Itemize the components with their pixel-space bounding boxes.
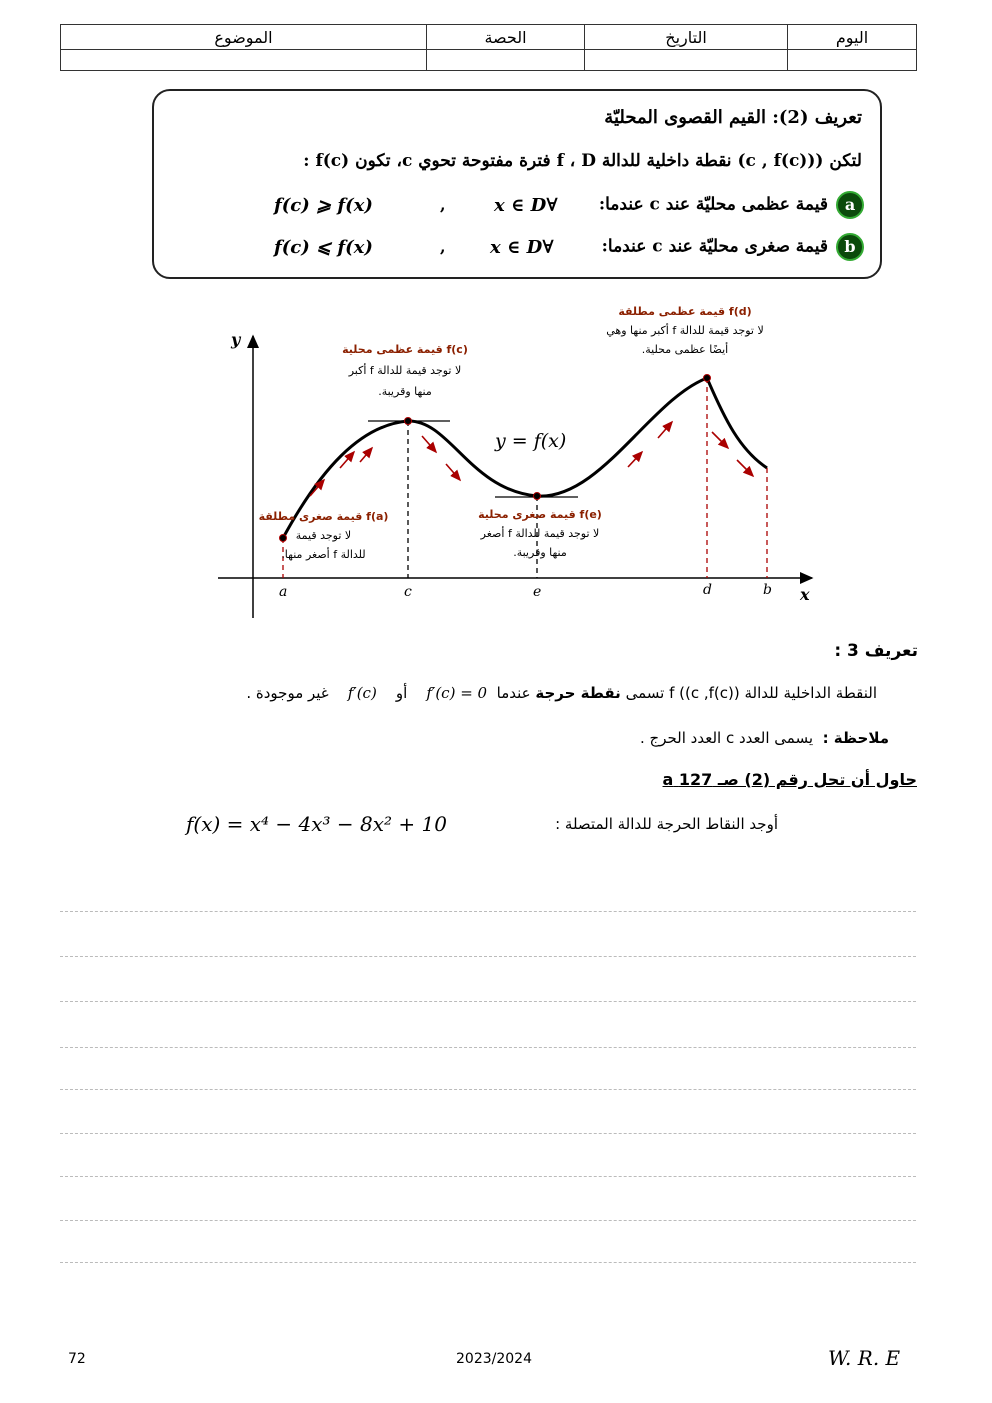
tick-b: b [763,582,772,598]
cond-a: ∀x ∈ D [494,195,558,216]
day-header: اليوم [788,25,917,50]
curve-label: y = f(x) [495,430,567,452]
exercise-title: حاول أن تحل رقم (2) صـ 127 a [662,770,917,789]
ineq-b: f(c) ⩽ f(x) [274,237,373,258]
answer-line[interactable] [60,1133,916,1134]
answer-line[interactable] [60,1176,916,1177]
answer-line[interactable] [60,1220,916,1221]
sep-a: , [440,195,446,214]
page-number: 72 [68,1351,86,1367]
definition-2-title: تعريف (2): القيم القصوى المحليّة [604,107,862,128]
answer-line[interactable] [60,1262,916,1263]
label-fd: f(d) قيمة عظمى مطلقة لا توجد قيمة للدالة f أكبر منها وهي أيضًا عظمى محلية. [606,305,764,356]
label-fa: f(a) قيمة صغرى مطلقة لا توجد قيمة للدالة f أصغر منها. [258,510,389,561]
session-header: الحصة [427,25,585,50]
definition-3-title: تعريف 3 : [834,641,918,661]
school-year: 2023/2024 [456,1351,532,1367]
badge-b: b [836,233,864,261]
tick-a: a [279,584,288,600]
answer-line[interactable] [60,1047,916,1048]
answer-line[interactable] [60,956,916,957]
date-header: التاريخ [585,25,788,50]
item-a: aقيمة عظمى محليّة عند c عندما: [599,191,864,219]
sep-b: , [440,237,446,256]
definition-3-text: النقطة الداخلية للدالة f ((c ,f(c)) تسمى نقطة حرجة عندما f′(c) = 0 أو f′(c) غير موجودة . [246,684,877,702]
item-b: bقيمة صغرى محليّة عند c عندما: [602,233,864,261]
badge-a: a [836,191,864,219]
tick-d: d [703,582,712,598]
answer-line[interactable] [60,911,916,912]
subject-header: الموضوع [61,25,427,50]
exercise-prompt: أوجد النقاط الحرجة للدالة المتصلة : [555,815,778,833]
cond-b: ∀x ∈ D [490,237,554,258]
x-axis-label: x [800,585,810,604]
tick-e: e [533,584,542,600]
answer-line[interactable] [60,1001,916,1002]
answer-line[interactable] [60,1089,916,1090]
note: ملاحظة : يسمى العدد c العدد الحرج . [640,729,889,747]
ineq-a: f(c) ⩾ f(x) [274,195,373,216]
y-axis-label: y [231,330,241,349]
definition-2-intro: لتكن ((c , f(c)) نقطة داخلية للدالة f ، D فترة مفتوحة تحوي c، تكون f(c) : [303,151,862,171]
label-fc: f(c) قيمة عظمى محلية لا توجد قيمة للدالة f أكبر منها وقريبة. [342,343,468,398]
label-fe: f(e) قيمة صغرى محلية لا توجد قيمة للدالة f أصغر منها وقريبة. [478,508,602,559]
exercise-formula: f(x) = x⁴ − 4x³ − 8x² + 10 [186,812,447,836]
author: W. R. E [828,1346,901,1370]
tick-c: c [404,584,412,600]
